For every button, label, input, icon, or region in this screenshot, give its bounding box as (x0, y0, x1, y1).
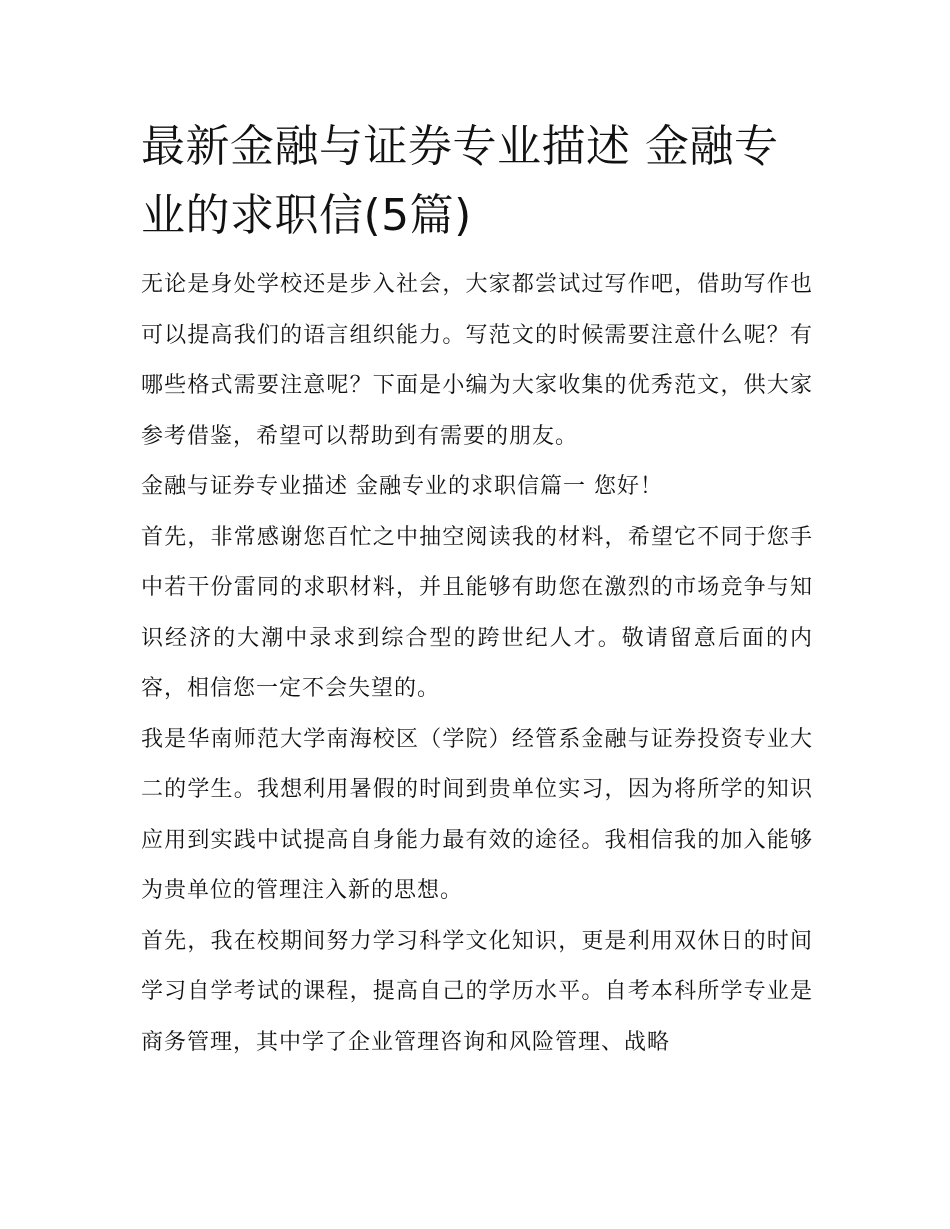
intro-paragraph: 无论是身处学校还是步入社会，大家都尝试过写作吧，借助写作也可以提高我们的语言组织能力。写范文的时候需要注意什么呢？有哪些格式需要注意呢？下面是小编为大家收集的优秀范文，供大家参考借鉴，希望可以帮助到有需要的朋友。 (141, 272, 813, 449)
letter-heading-line: 金融与证券专业描述 金融专业的求职信篇一 您好！ (141, 474, 663, 499)
body-paragraph-1: 首先，非常感谢您百忙之中抽空阅读我的材料，希望它不同于您手中若干份雷同的求职材料，并且能够有助您在激烈的市场竞争与知识经济的大潮中录求到综合型的跨世纪人才。敬请留意后面的内容，相信您一定不会失望的。 (141, 524, 813, 701)
document-title: 最新金融与证券专业描述 金融专业的求职信(5篇) (141, 121, 779, 241)
body-paragraph-3: 首先，我在校期间努力学习科学文化知识，更是利用双休日的时间学习自学考试的课程，提高自己的学历水平。自考本科所学专业是商务管理，其中学了企业管理咨询和风险管理、战略 (141, 928, 813, 1055)
body-paragraph-2: 我是华南师范大学南海校区（学院）经管系金融与证券投资专业大二的学生。我想利用暑假的时间到贵单位实习，因为将所学的知识应用到实践中试提高自身能力最有效的途径。我相信我的加入能够为贵单位的管理注入新的思想。 (141, 726, 813, 903)
